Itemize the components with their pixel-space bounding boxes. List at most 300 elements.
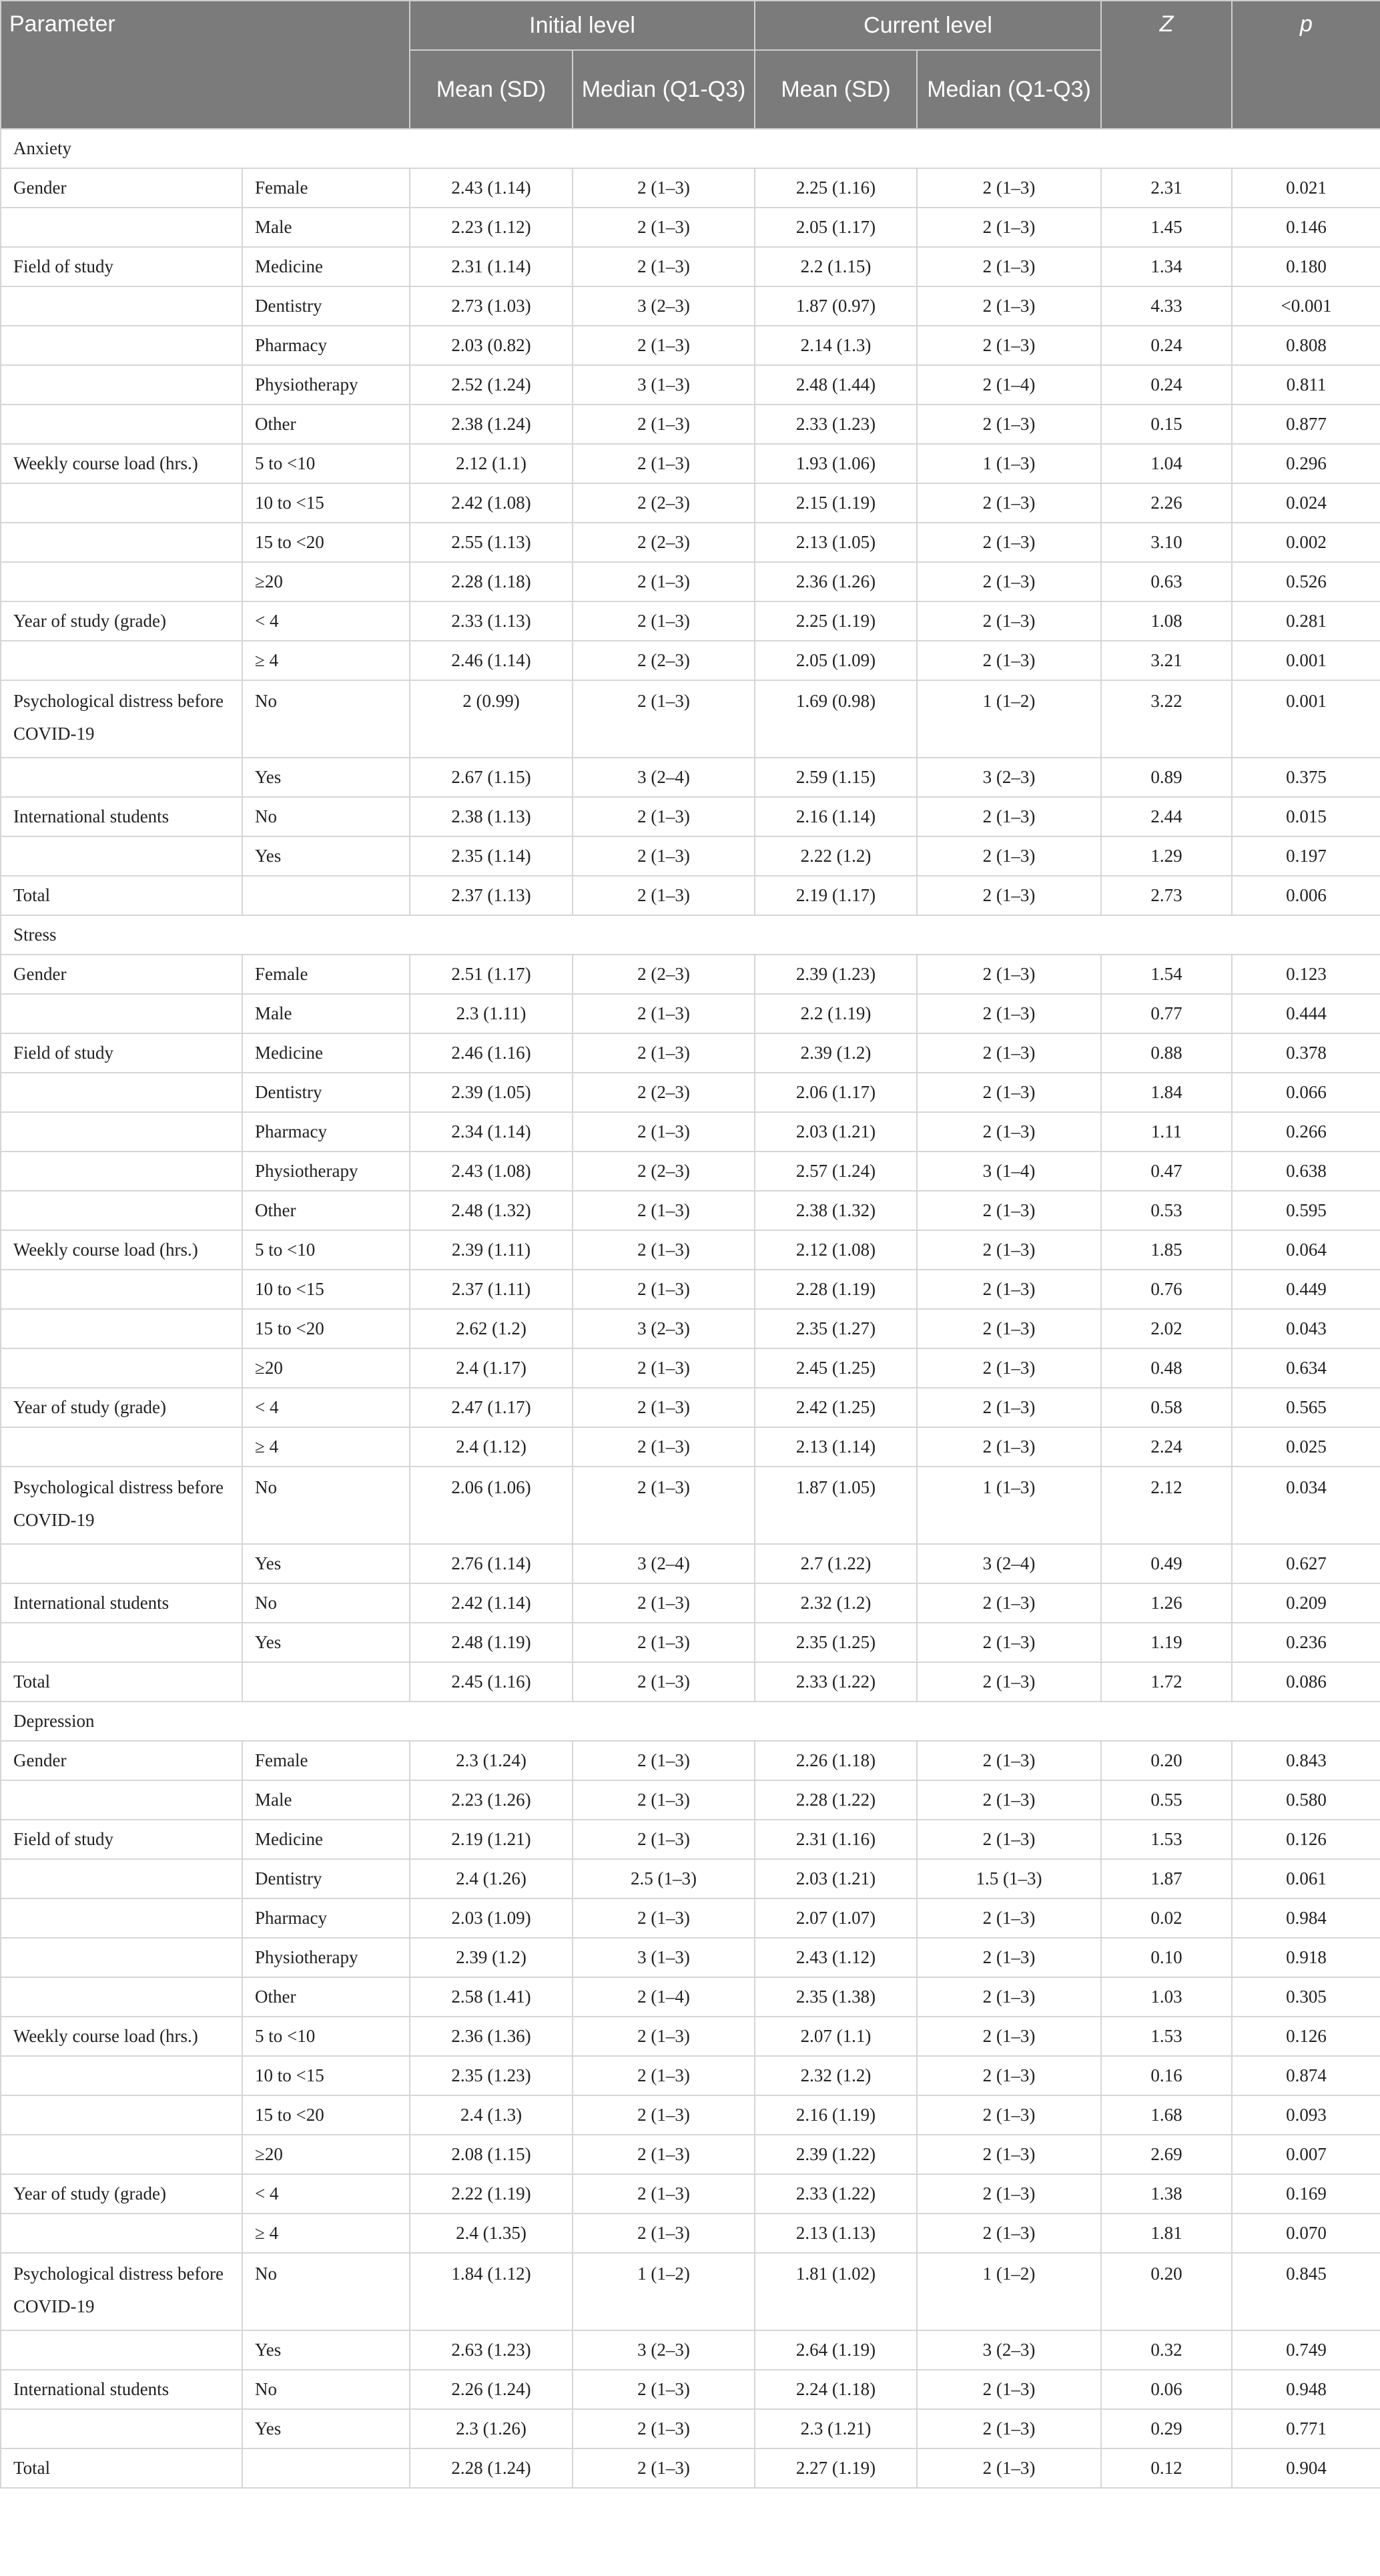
category-cell: Physiotherapy bbox=[242, 1151, 410, 1191]
current-mean-cell: 2.25 (1.19) bbox=[755, 601, 917, 641]
z-value-cell: 1.68 bbox=[1101, 2095, 1232, 2135]
p-value-cell: 0.281 bbox=[1232, 601, 1380, 641]
initial-median-cell: 2 (1–3) bbox=[573, 1662, 755, 1702]
parameter-cell bbox=[1, 1112, 242, 1151]
p-value-cell: 0.070 bbox=[1232, 2214, 1380, 2253]
p-value-cell: 0.877 bbox=[1232, 405, 1380, 444]
parameter-cell bbox=[1, 1938, 242, 1977]
parameter-cell bbox=[1, 758, 242, 797]
current-median-cell: 1.5 (1–3) bbox=[917, 1859, 1101, 1898]
current-mean-cell: 2.33 (1.23) bbox=[755, 405, 917, 444]
initial-median-cell: 2 (1–3) bbox=[573, 2449, 755, 2488]
z-value-cell: 0.48 bbox=[1101, 1348, 1232, 1388]
category-cell: 5 to <10 bbox=[242, 444, 410, 483]
header-z: Z bbox=[1101, 1, 1232, 129]
current-median-cell: 1 (1–3) bbox=[917, 444, 1101, 483]
table-row bbox=[1, 1270, 1380, 1309]
p-value-cell: 0.808 bbox=[1232, 326, 1380, 365]
parameter-cell: Psychological distress before COVID-19 bbox=[1, 2253, 242, 2330]
current-median-cell: 3 (2–3) bbox=[917, 758, 1101, 797]
table-row bbox=[1, 405, 1380, 444]
table-row bbox=[1, 758, 1380, 797]
table-row bbox=[1, 286, 1380, 326]
parameter-cell bbox=[1, 1977, 242, 2017]
current-median-cell: 2 (1–3) bbox=[917, 1662, 1101, 1702]
table-row bbox=[1, 1112, 1380, 1151]
current-mean-cell: 2.19 (1.17) bbox=[755, 876, 917, 915]
category-cell: Yes bbox=[242, 758, 410, 797]
category-cell: Male bbox=[242, 994, 410, 1033]
initial-median-cell: 2.5 (1–3) bbox=[573, 1859, 755, 1898]
initial-mean-cell: 2.38 (1.13) bbox=[410, 797, 573, 836]
z-value-cell: 0.63 bbox=[1101, 562, 1232, 601]
current-median-cell: 2 (1–3) bbox=[917, 247, 1101, 286]
initial-median-cell: 3 (1–3) bbox=[573, 365, 755, 405]
initial-mean-cell: 2.35 (1.14) bbox=[410, 836, 573, 876]
current-median-cell: 2 (1–3) bbox=[917, 797, 1101, 836]
category-cell: ≥20 bbox=[242, 1348, 410, 1388]
table-row bbox=[1, 1938, 1380, 1977]
initial-median-cell: 2 (2–3) bbox=[573, 1151, 755, 1191]
z-value-cell: 2.02 bbox=[1101, 1309, 1232, 1348]
current-mean-cell: 2.3 (1.21) bbox=[755, 2409, 917, 2449]
p-value-cell: 0.845 bbox=[1232, 2253, 1380, 2330]
parameter-cell bbox=[1, 1151, 242, 1191]
category-cell bbox=[242, 2449, 410, 2488]
initial-mean-cell: 1.84 (1.12) bbox=[410, 2253, 573, 2330]
initial-mean-cell: 2.37 (1.13) bbox=[410, 876, 573, 915]
current-mean-cell: 2.48 (1.44) bbox=[755, 365, 917, 405]
initial-mean-cell: 2.39 (1.11) bbox=[410, 1230, 573, 1270]
initial-mean-cell: 2.63 (1.23) bbox=[410, 2330, 573, 2370]
initial-median-cell: 2 (1–3) bbox=[573, 1820, 755, 1859]
parameter-cell bbox=[1, 1544, 242, 1583]
initial-mean-cell: 2.36 (1.36) bbox=[410, 2017, 573, 2056]
initial-median-cell: 2 (2–3) bbox=[573, 1073, 755, 1112]
z-value-cell: 0.20 bbox=[1101, 2253, 1232, 2330]
category-cell: Female bbox=[242, 1741, 410, 1780]
p-value-cell: 0.843 bbox=[1232, 1741, 1380, 1780]
category-cell: No bbox=[242, 1583, 410, 1623]
parameter-cell: International students bbox=[1, 797, 242, 836]
category-cell: Pharmacy bbox=[242, 1898, 410, 1938]
category-cell: Dentistry bbox=[242, 286, 410, 326]
initial-median-cell: 2 (1–3) bbox=[573, 405, 755, 444]
current-mean-cell: 2.35 (1.38) bbox=[755, 1977, 917, 2017]
current-mean-cell: 2.05 (1.09) bbox=[755, 641, 917, 680]
initial-median-cell: 2 (1–3) bbox=[573, 2095, 755, 2135]
parameter-cell: Psychological distress before COVID-19 bbox=[1, 1467, 242, 1544]
current-median-cell: 2 (1–3) bbox=[917, 1427, 1101, 1467]
initial-mean-cell: 2.42 (1.08) bbox=[410, 483, 573, 523]
z-value-cell: 2.73 bbox=[1101, 876, 1232, 915]
category-cell bbox=[242, 1662, 410, 1702]
current-mean-cell: 2.32 (1.2) bbox=[755, 1583, 917, 1623]
p-value-cell: 0.634 bbox=[1232, 1348, 1380, 1388]
current-mean-cell: 2.35 (1.25) bbox=[755, 1623, 917, 1662]
current-median-cell: 2 (1–3) bbox=[917, 1741, 1101, 1780]
parameter-cell bbox=[1, 1073, 242, 1112]
parameter-cell bbox=[1, 836, 242, 876]
current-mean-cell: 2.03 (1.21) bbox=[755, 1112, 917, 1151]
current-median-cell: 2 (1–3) bbox=[917, 1073, 1101, 1112]
current-median-cell: 2 (1–3) bbox=[917, 483, 1101, 523]
category-cell: Medicine bbox=[242, 247, 410, 286]
parameter-cell bbox=[1, 1427, 242, 1467]
p-value-cell: 0.064 bbox=[1232, 1230, 1380, 1270]
current-mean-cell: 1.81 (1.02) bbox=[755, 2253, 917, 2330]
parameter-cell: Year of study (grade) bbox=[1, 601, 242, 641]
current-median-cell: 2 (1–3) bbox=[917, 1270, 1101, 1309]
initial-mean-cell: 2.37 (1.11) bbox=[410, 1270, 573, 1309]
category-cell: Yes bbox=[242, 1544, 410, 1583]
z-value-cell: 1.34 bbox=[1101, 247, 1232, 286]
initial-median-cell: 2 (1–3) bbox=[573, 1348, 755, 1388]
current-mean-cell: 2.26 (1.18) bbox=[755, 1741, 917, 1780]
table-row bbox=[1, 1151, 1380, 1191]
parameter-cell: Field of study bbox=[1, 247, 242, 286]
current-median-cell: 2 (1–3) bbox=[917, 2174, 1101, 2214]
initial-median-cell: 2 (1–3) bbox=[573, 1741, 755, 1780]
initial-mean-cell: 2.4 (1.17) bbox=[410, 1348, 573, 1388]
current-median-cell: 2 (1–3) bbox=[917, 523, 1101, 562]
initial-median-cell: 2 (1–3) bbox=[573, 1230, 755, 1270]
initial-median-cell: 2 (1–3) bbox=[573, 1112, 755, 1151]
initial-median-cell: 2 (1–3) bbox=[573, 1191, 755, 1230]
parameter-cell bbox=[1, 994, 242, 1033]
initial-median-cell: 2 (2–3) bbox=[573, 483, 755, 523]
z-value-cell: 0.77 bbox=[1101, 994, 1232, 1033]
current-mean-cell: 1.87 (1.05) bbox=[755, 1467, 917, 1544]
parameter-cell: Total bbox=[1, 1662, 242, 1702]
current-mean-cell: 1.87 (0.97) bbox=[755, 286, 917, 326]
z-value-cell: 4.33 bbox=[1101, 286, 1232, 326]
category-cell: ≥ 4 bbox=[242, 2214, 410, 2253]
current-mean-cell: 2.07 (1.07) bbox=[755, 1898, 917, 1938]
parameter-cell: Gender bbox=[1, 1741, 242, 1780]
current-median-cell: 1 (1–3) bbox=[917, 1467, 1101, 1544]
z-value-cell: 1.11 bbox=[1101, 1112, 1232, 1151]
current-median-cell: 2 (1–3) bbox=[917, 1938, 1101, 1977]
table-row bbox=[1, 1348, 1380, 1388]
p-value-cell: 0.093 bbox=[1232, 2095, 1380, 2135]
current-mean-cell: 2.28 (1.22) bbox=[755, 1780, 917, 1820]
p-value-cell: 0.449 bbox=[1232, 1270, 1380, 1309]
z-value-cell: 1.45 bbox=[1101, 208, 1232, 247]
section-header-row bbox=[1, 915, 1380, 955]
current-median-cell: 2 (1–3) bbox=[917, 994, 1101, 1033]
current-median-cell: 2 (1–3) bbox=[917, 955, 1101, 994]
initial-median-cell: 2 (2–3) bbox=[573, 641, 755, 680]
current-median-cell: 2 (1–3) bbox=[917, 1230, 1101, 1270]
p-value-cell: 0.021 bbox=[1232, 168, 1380, 208]
initial-median-cell: 2 (1–3) bbox=[573, 1583, 755, 1623]
p-value-cell: 0.169 bbox=[1232, 2174, 1380, 2214]
z-value-cell: 0.47 bbox=[1101, 1151, 1232, 1191]
current-mean-cell: 2.39 (1.2) bbox=[755, 1033, 917, 1073]
parameter-cell: Gender bbox=[1, 955, 242, 994]
table-row bbox=[1, 2056, 1380, 2095]
parameter-cell bbox=[1, 2214, 242, 2253]
z-value-cell: 3.10 bbox=[1101, 523, 1232, 562]
header-p: p bbox=[1232, 1, 1380, 129]
current-median-cell: 2 (1–3) bbox=[917, 1348, 1101, 1388]
initial-median-cell: 2 (1–3) bbox=[573, 797, 755, 836]
initial-mean-cell: 2.48 (1.32) bbox=[410, 1191, 573, 1230]
z-value-cell: 0.49 bbox=[1101, 1544, 1232, 1583]
z-value-cell: 1.53 bbox=[1101, 1820, 1232, 1859]
table-row bbox=[1, 1427, 1380, 1467]
table-body bbox=[1, 129, 1380, 2488]
current-median-cell: 2 (1–3) bbox=[917, 2370, 1101, 2409]
table-row bbox=[1, 365, 1380, 405]
current-median-cell: 2 (1–3) bbox=[917, 601, 1101, 641]
parameter-cell bbox=[1, 1859, 242, 1898]
p-value-cell: 0.034 bbox=[1232, 1467, 1380, 1544]
initial-mean-cell: 2.4 (1.26) bbox=[410, 1859, 573, 1898]
parameter-cell bbox=[1, 1623, 242, 1662]
z-value-cell: 1.54 bbox=[1101, 955, 1232, 994]
current-mean-cell: 2.06 (1.17) bbox=[755, 1073, 917, 1112]
initial-mean-cell: 2.35 (1.23) bbox=[410, 2056, 573, 2095]
table-row bbox=[1, 836, 1380, 876]
table-row bbox=[1, 1820, 1380, 1859]
table-row bbox=[1, 680, 1380, 758]
category-cell: < 4 bbox=[242, 2174, 410, 2214]
parameter-cell bbox=[1, 1348, 242, 1388]
current-median-cell: 3 (2–4) bbox=[917, 1544, 1101, 1583]
z-value-cell: 0.89 bbox=[1101, 758, 1232, 797]
initial-mean-cell: 2.23 (1.12) bbox=[410, 208, 573, 247]
initial-median-cell: 2 (1–3) bbox=[573, 444, 755, 483]
initial-median-cell: 2 (1–3) bbox=[573, 1033, 755, 1073]
table-row bbox=[1, 601, 1380, 641]
header-parameter: Parameter bbox=[1, 1, 410, 129]
table-row bbox=[1, 1388, 1380, 1427]
header-initial-median: Median (Q1-Q3) bbox=[573, 50, 755, 129]
p-value-cell: 0.197 bbox=[1232, 836, 1380, 876]
table-row bbox=[1, 326, 1380, 365]
current-median-cell: 3 (1–4) bbox=[917, 1151, 1101, 1191]
category-cell: Dentistry bbox=[242, 1073, 410, 1112]
current-median-cell: 2 (1–3) bbox=[917, 2409, 1101, 2449]
current-median-cell: 2 (1–3) bbox=[917, 1033, 1101, 1073]
initial-mean-cell: 2.38 (1.24) bbox=[410, 405, 573, 444]
current-median-cell: 2 (1–3) bbox=[917, 1820, 1101, 1859]
parameter-cell bbox=[1, 2135, 242, 2174]
current-mean-cell: 2.15 (1.19) bbox=[755, 483, 917, 523]
z-value-cell: 0.16 bbox=[1101, 2056, 1232, 2095]
z-value-cell: 0.15 bbox=[1101, 405, 1232, 444]
p-value-cell: 0.002 bbox=[1232, 523, 1380, 562]
parameter-cell bbox=[1, 641, 242, 680]
table-row bbox=[1, 2253, 1380, 2330]
z-value-cell: 2.44 bbox=[1101, 797, 1232, 836]
current-median-cell: 2 (1–3) bbox=[917, 2135, 1101, 2174]
category-cell: No bbox=[242, 1467, 410, 1544]
current-mean-cell: 2.39 (1.22) bbox=[755, 2135, 917, 2174]
current-mean-cell: 2.42 (1.25) bbox=[755, 1388, 917, 1427]
section-title: Stress bbox=[1, 915, 1380, 955]
table-row bbox=[1, 1898, 1380, 1938]
p-value-cell: 0.638 bbox=[1232, 1151, 1380, 1191]
parameter-cell: Weekly course load (hrs.) bbox=[1, 2017, 242, 2056]
current-median-cell: 2 (1–3) bbox=[917, 2056, 1101, 2095]
initial-median-cell: 2 (1–3) bbox=[573, 1898, 755, 1938]
current-mean-cell: 2.31 (1.16) bbox=[755, 1820, 917, 1859]
category-cell: Medicine bbox=[242, 1820, 410, 1859]
initial-median-cell: 2 (1–3) bbox=[573, 2174, 755, 2214]
parameter-cell: Weekly course load (hrs.) bbox=[1, 444, 242, 483]
table-row bbox=[1, 562, 1380, 601]
table-row bbox=[1, 2017, 1380, 2056]
z-value-cell: 0.55 bbox=[1101, 1780, 1232, 1820]
p-value-cell: 0.126 bbox=[1232, 1820, 1380, 1859]
z-value-cell: 3.22 bbox=[1101, 680, 1232, 758]
table-row bbox=[1, 1073, 1380, 1112]
category-cell: ≥ 4 bbox=[242, 1427, 410, 1467]
z-value-cell: 2.12 bbox=[1101, 1467, 1232, 1544]
p-value-cell: 0.001 bbox=[1232, 641, 1380, 680]
z-value-cell: 0.53 bbox=[1101, 1191, 1232, 1230]
p-value-cell: 0.984 bbox=[1232, 1898, 1380, 1938]
section-header-row bbox=[1, 1702, 1380, 1741]
initial-median-cell: 2 (1–3) bbox=[573, 1623, 755, 1662]
z-value-cell: 0.12 bbox=[1101, 2449, 1232, 2488]
p-value-cell: 0.006 bbox=[1232, 876, 1380, 915]
p-value-cell: 0.771 bbox=[1232, 2409, 1380, 2449]
parameter-cell bbox=[1, 1780, 242, 1820]
table-row bbox=[1, 1662, 1380, 1702]
initial-mean-cell: 2.39 (1.05) bbox=[410, 1073, 573, 1112]
z-value-cell: 0.20 bbox=[1101, 1741, 1232, 1780]
z-value-cell: 1.72 bbox=[1101, 1662, 1232, 1702]
current-mean-cell: 2.32 (1.2) bbox=[755, 2056, 917, 2095]
initial-median-cell: 2 (1–3) bbox=[573, 2370, 755, 2409]
header-initial-mean: Mean (SD) bbox=[410, 50, 573, 129]
p-value-cell: 0.565 bbox=[1232, 1388, 1380, 1427]
table-row bbox=[1, 2449, 1380, 2488]
p-value-cell: 0.918 bbox=[1232, 1938, 1380, 1977]
parameter-cell: International students bbox=[1, 2370, 242, 2409]
p-value-cell: 0.948 bbox=[1232, 2370, 1380, 2409]
table-row bbox=[1, 2214, 1380, 2253]
initial-mean-cell: 2.46 (1.14) bbox=[410, 641, 573, 680]
initial-median-cell: 2 (1–3) bbox=[573, 2135, 755, 2174]
parameter-cell bbox=[1, 562, 242, 601]
parameter-cell bbox=[1, 1898, 242, 1938]
parameter-cell bbox=[1, 286, 242, 326]
parameter-cell: Year of study (grade) bbox=[1, 2174, 242, 2214]
p-value-cell: 0.580 bbox=[1232, 1780, 1380, 1820]
initial-mean-cell: 2.43 (1.08) bbox=[410, 1151, 573, 1191]
parameter-cell: International students bbox=[1, 1583, 242, 1623]
table-row bbox=[1, 523, 1380, 562]
initial-median-cell: 3 (2–3) bbox=[573, 2330, 755, 2370]
p-value-cell: 0.874 bbox=[1232, 2056, 1380, 2095]
initial-mean-cell: 2.19 (1.21) bbox=[410, 1820, 573, 1859]
initial-median-cell: 2 (1–3) bbox=[573, 1780, 755, 1820]
initial-mean-cell: 2.08 (1.15) bbox=[410, 2135, 573, 2174]
z-value-cell: 1.03 bbox=[1101, 1977, 1232, 2017]
initial-mean-cell: 2.67 (1.15) bbox=[410, 758, 573, 797]
z-value-cell: 1.08 bbox=[1101, 601, 1232, 641]
current-mean-cell: 2.64 (1.19) bbox=[755, 2330, 917, 2370]
section-title: Depression bbox=[1, 1702, 1380, 1741]
parameter-cell: Total bbox=[1, 2449, 242, 2488]
current-median-cell: 2 (1–3) bbox=[917, 326, 1101, 365]
current-mean-cell: 2.2 (1.19) bbox=[755, 994, 917, 1033]
p-value-cell: 0.015 bbox=[1232, 797, 1380, 836]
initial-median-cell: 2 (1–3) bbox=[573, 680, 755, 758]
initial-mean-cell: 2.58 (1.41) bbox=[410, 1977, 573, 2017]
p-value-cell: 0.266 bbox=[1232, 1112, 1380, 1151]
table-header bbox=[1, 1, 1380, 129]
current-mean-cell: 2.28 (1.19) bbox=[755, 1270, 917, 1309]
category-cell: Physiotherapy bbox=[242, 365, 410, 405]
current-mean-cell: 2.13 (1.13) bbox=[755, 2214, 917, 2253]
z-value-cell: 1.26 bbox=[1101, 1583, 1232, 1623]
initial-mean-cell: 2.33 (1.13) bbox=[410, 601, 573, 641]
category-cell: 15 to <20 bbox=[242, 523, 410, 562]
parameter-cell bbox=[1, 2095, 242, 2135]
table-row bbox=[1, 2370, 1380, 2409]
category-cell: ≥ 4 bbox=[242, 641, 410, 680]
parameter-cell bbox=[1, 405, 242, 444]
initial-mean-cell: 2.46 (1.16) bbox=[410, 1033, 573, 1073]
parameter-cell: Year of study (grade) bbox=[1, 1388, 242, 1427]
current-mean-cell: 2.39 (1.23) bbox=[755, 955, 917, 994]
p-value-cell: 0.001 bbox=[1232, 680, 1380, 758]
current-mean-cell: 2.36 (1.26) bbox=[755, 562, 917, 601]
current-median-cell: 2 (1–3) bbox=[917, 2017, 1101, 2056]
current-mean-cell: 2.59 (1.15) bbox=[755, 758, 917, 797]
table-row bbox=[1, 1191, 1380, 1230]
p-value-cell: 0.043 bbox=[1232, 1309, 1380, 1348]
section-header-row bbox=[1, 129, 1380, 168]
table-row bbox=[1, 1309, 1380, 1348]
current-median-cell: 2 (1–3) bbox=[917, 2214, 1101, 2253]
parameter-cell bbox=[1, 2330, 242, 2370]
initial-median-cell: 2 (1–3) bbox=[573, 601, 755, 641]
current-mean-cell: 2.25 (1.16) bbox=[755, 168, 917, 208]
current-median-cell: 2 (1–3) bbox=[917, 836, 1101, 876]
current-median-cell: 2 (1–3) bbox=[917, 876, 1101, 915]
parameter-cell bbox=[1, 326, 242, 365]
p-value-cell: 0.180 bbox=[1232, 247, 1380, 286]
current-mean-cell: 2.38 (1.32) bbox=[755, 1191, 917, 1230]
p-value-cell: 0.236 bbox=[1232, 1623, 1380, 1662]
p-value-cell: 0.025 bbox=[1232, 1427, 1380, 1467]
p-value-cell: 0.904 bbox=[1232, 2449, 1380, 2488]
current-mean-cell: 1.69 (0.98) bbox=[755, 680, 917, 758]
z-value-cell: 0.32 bbox=[1101, 2330, 1232, 2370]
table-row bbox=[1, 168, 1380, 208]
header-current-mean: Mean (SD) bbox=[755, 50, 917, 129]
current-mean-cell: 2.33 (1.22) bbox=[755, 1662, 917, 1702]
initial-median-cell: 2 (1–3) bbox=[573, 2017, 755, 2056]
current-median-cell: 2 (1–3) bbox=[917, 1388, 1101, 1427]
current-mean-cell: 2.45 (1.25) bbox=[755, 1348, 917, 1388]
current-median-cell: 2 (1–3) bbox=[917, 641, 1101, 680]
category-cell: Yes bbox=[242, 2330, 410, 2370]
category-cell bbox=[242, 876, 410, 915]
p-value-cell: <0.001 bbox=[1232, 286, 1380, 326]
category-cell: 5 to <10 bbox=[242, 1230, 410, 1270]
table-row bbox=[1, 797, 1380, 836]
initial-median-cell: 2 (1–3) bbox=[573, 562, 755, 601]
z-value-cell: 0.58 bbox=[1101, 1388, 1232, 1427]
